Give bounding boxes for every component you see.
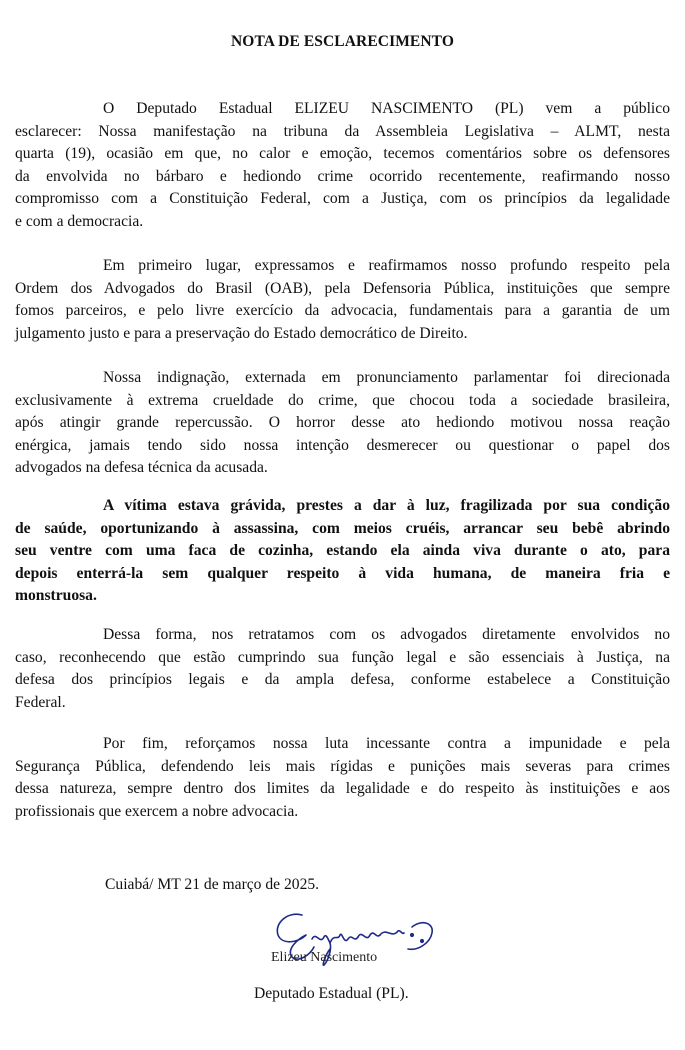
paragraph-line: e com a democracia. [15, 212, 144, 230]
paragraph-line: profissionais que exercem a nobre advocacia. [15, 802, 299, 820]
paragraph-line: seu ventre com uma faca de cozinha, estando ela ainda viva durante o ato, para [15, 542, 670, 559]
paragraph-line: advogados na defesa técnica da acusada. [15, 459, 268, 476]
paragraph-line: O Deputado Estadual ELIZEU NASCIMENTO (PL) vem a público [103, 100, 670, 117]
paragraph-line: quarta (19), ocasião em que, no calor e emoção, tecemos comentários sobre os defensores [15, 145, 670, 162]
paragraph-line: defesa dos princípios legais e da ampla defesa, conforme estabelece a Constituição [15, 671, 670, 688]
paragraph-line: Dessa forma, nos retratamos com os advogados diretamente envolvidos no [103, 626, 670, 643]
paragraph-line: Nossa indignação, externada em pronunciamento parlamentar foi direcionada [103, 369, 670, 386]
paragraph-line: exclusivamente à extrema crueldade do crime, que chocou toda a sociedade brasileira, [15, 391, 670, 409]
signature-printed-name: Elizeu Nascimento [271, 950, 378, 965]
paragraph-line: monstruosa. [15, 587, 97, 604]
paragraph-line: esclarecer: Nossa manifestação na tribuna da Assembleia Legislativa – ALMT, nesta [15, 122, 670, 140]
date-line: Cuiabá/ MT 21 de março de 2025. [105, 876, 320, 893]
paragraph-line: depois enterrá-la sem qualquer respeito à vida humana, de maneira fria e [15, 564, 670, 582]
paragraph-line: fomos parceiros, e pelo livre exercício da advocacia, fundamentais para a garantia de um [15, 302, 670, 319]
paragraph-line: Por fim, reforçamos nossa luta incessante contra a impunidade e pela [103, 735, 670, 752]
document-title: NOTA DE ESCLARECIMENTO [231, 33, 454, 50]
paragraph-line: Segurança Pública, defendendo leis mais rígidas e punições mais severas para crimes [15, 757, 670, 775]
signature-role: Deputado Estadual (PL). [254, 985, 409, 1002]
paragraph-line: A vítima estava grávida, prestes a dar à luz, fragilizada por sua condição [103, 497, 670, 514]
paragraph-line: dessa natureza, sempre dentro dos limites da legalidade e do respeito às instituições e aos [15, 780, 670, 797]
paragraph-line: de saúde, oportunizando à assassina, com meios cruéis, arrancar seu bebê abrindo [15, 519, 670, 537]
paragraph-line: Ordem dos Advogados do Brasil (OAB), pela Defensoria Pública, instituições que sempre [15, 279, 670, 297]
paragraph-line: Federal. [15, 693, 66, 711]
paragraph-line: após atingir grande repercussão. O horror desse ato hediondo motivou nossa reação [15, 414, 670, 431]
paragraph-line: julgamento justo e para a preservação do Estado democrático de Direito. [15, 324, 468, 342]
paragraph-line: Em primeiro lugar, expressamos e reafirmamos nosso profundo respeito pela [103, 257, 670, 274]
paragraph-line: da envolvida no bárbaro e hediondo crime ocorrido recentemente, reafirmando nosso [15, 167, 670, 185]
paragraph-line: enérgica, jamais tendo sido nossa intenção desmerecer ou questionar o papel dos [15, 436, 670, 454]
paragraph-line: caso, reconhecendo que estão cumprindo sua função legal e são essenciais à Justiça, na [15, 648, 670, 666]
paragraph-line: compromisso com a Constituição Federal, com a Justiça, com os princípios da legalidade [15, 190, 670, 207]
